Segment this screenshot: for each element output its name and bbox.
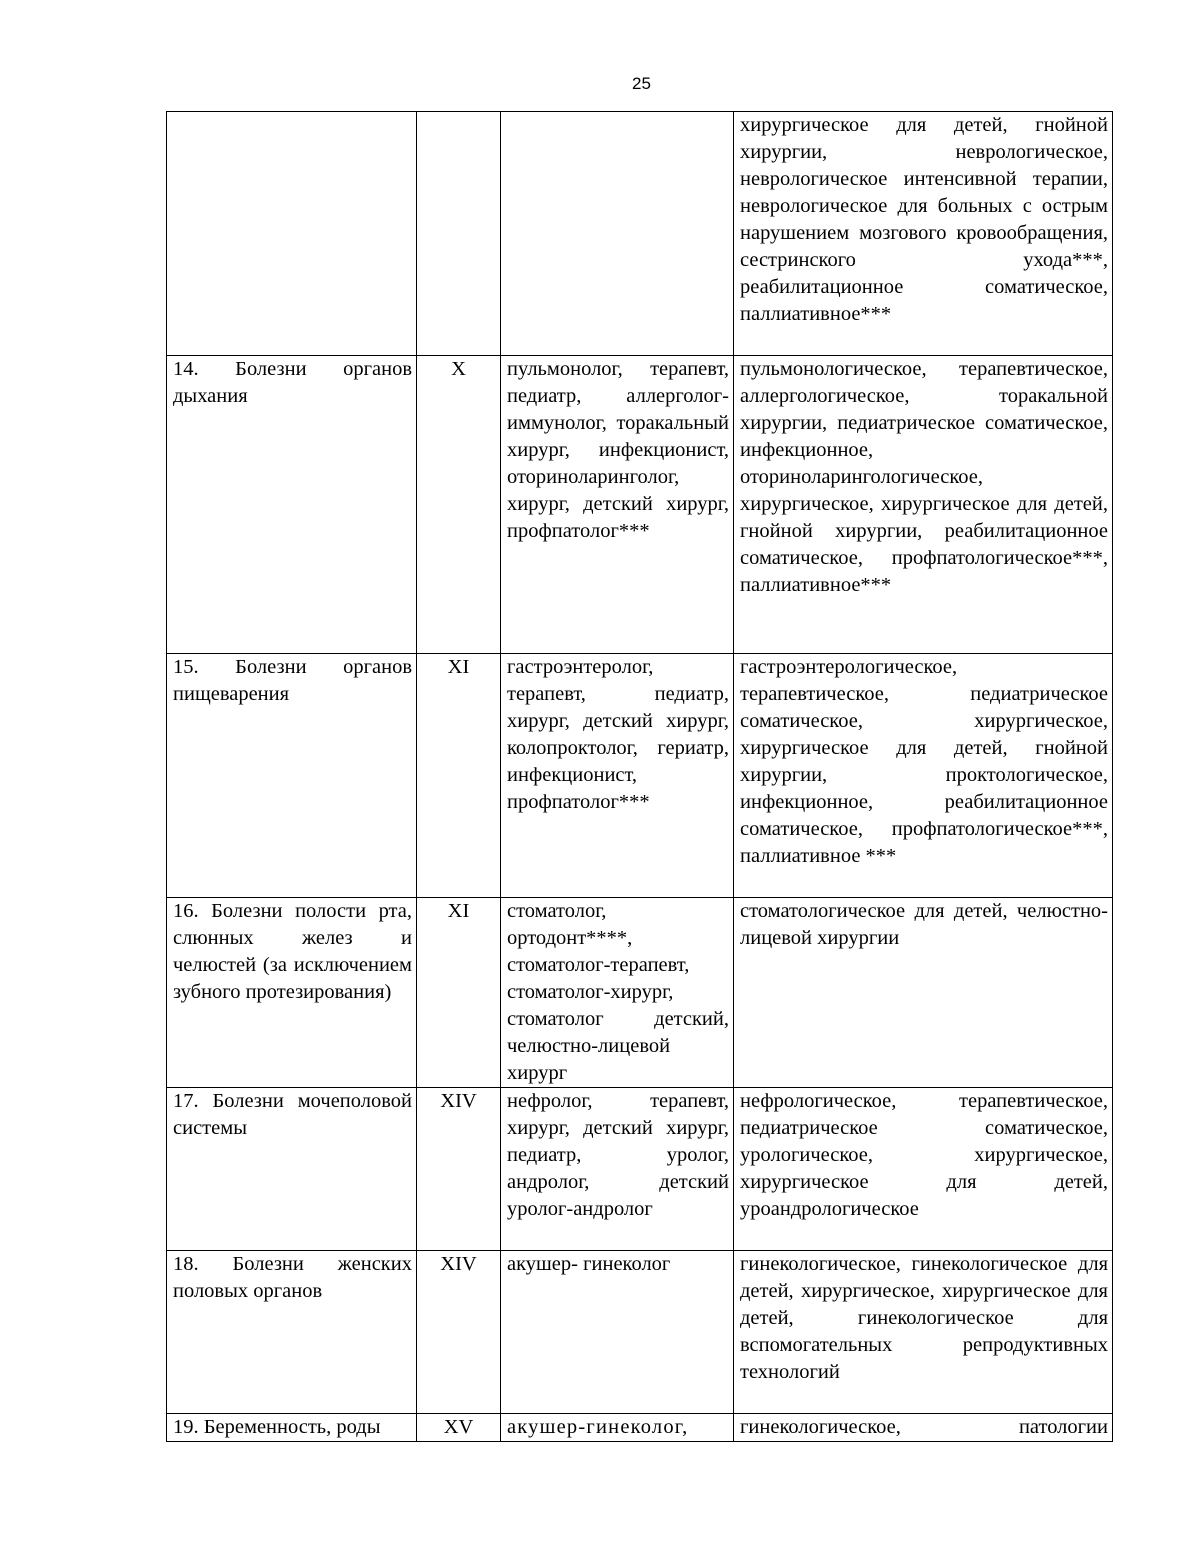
- class-code-cell: XIV: [417, 1088, 501, 1251]
- disease-cell: 19. Беременность, роды: [167, 1414, 417, 1442]
- table-row: [167, 1088, 1113, 1251]
- table-row: [167, 356, 1113, 654]
- disease-cell: 17. Болезни мочеполовой системы: [167, 1088, 417, 1251]
- profiles-cell: стоматологическое для детей, челюстно- лицевой хирургии: [734, 898, 1113, 1088]
- disease-cell: 14. Болезни органов дыхания: [167, 356, 417, 654]
- table-row: [167, 1414, 1113, 1442]
- disease-cell: 18. Болезни женских половых органов: [167, 1251, 417, 1414]
- profiles-cell: гинекологическое, гинекологическое для детей, хирургическое, хирургическое для детей, гинекологическое для вспомогательных репродуктивных технологий: [734, 1251, 1113, 1414]
- specialists-cell: [501, 112, 734, 356]
- specialists-cell: акушер- гинеколог: [501, 1251, 734, 1414]
- class-code-cell: [417, 112, 501, 356]
- specialists-cell: пульмонолог, терапевт, педиатр, аллерголог-иммунолог, торакальный хирург, инфекционист, оториноларинголог, хирург, детский хирург, профпатолог***: [501, 356, 734, 654]
- table-row: [167, 1251, 1113, 1414]
- table-row: [167, 654, 1113, 898]
- table-row: [167, 112, 1113, 356]
- profiles-cell: гастроэнтерологическое, терапевтическое, педиатрическое соматическое, хирургическое, хирургическое для детей, гнойной хирургии, проктологическое, инфекционное, реабилитационное соматическое, профпатологическое***, паллиативное ***: [734, 654, 1113, 898]
- disease-cell: 16. Болезни полости рта, слюнных желез и челюстей (за исключением зубного протезирования): [167, 898, 417, 1088]
- class-code-cell: XIV: [417, 1251, 501, 1414]
- disease-cell: 15. Болезни органов пищеварения: [167, 654, 417, 898]
- profiles-cell: нефрологическое, терапевтическое, педиатрическое соматическое, урологическое, хирургическое, хирургическое для детей, уроандрологическое: [734, 1088, 1113, 1251]
- table-row: [167, 898, 1113, 1088]
- page-number: 25: [632, 74, 651, 93]
- class-code-cell: XV: [417, 1414, 501, 1442]
- disease-profile-table: [166, 111, 1113, 1442]
- disease-cell: [167, 112, 417, 356]
- profiles-cell: хирургическое для детей, гнойной хирургии, неврологическое, неврологическое интенсивной терапии, неврологическое для больных с острым нарушением мозгового кровообращения, сестринского ухода***, реабилитационное соматическое, паллиативное***: [734, 112, 1113, 356]
- class-code-cell: XI: [417, 654, 501, 898]
- profiles-cell: гинекологическое, патологии: [734, 1414, 1113, 1442]
- class-code-cell: X: [417, 356, 501, 654]
- specialists-cell: гастроэнтеролог, терапевт, педиатр, хирург, детский хирург, колопроктолог, гериатр, инфекционист, профпатолог***: [501, 654, 734, 898]
- profiles-cell: пульмонологическое, терапевтическое, аллергологическое, торакальной хирургии, педиатрическое соматическое, инфекционное, оториноларингологическое, хирургическое, хирургическое для детей, гнойной хирургии, реабилитационное соматическое, профпатологическое***, паллиативное***: [734, 356, 1113, 654]
- specialists-cell: нефролог, терапевт, хирург, детский хирург, педиатр, уролог, андролог, детский уролог-андролог: [501, 1088, 734, 1251]
- specialists-cell: акушер-гинеколог,: [501, 1414, 734, 1442]
- class-code-cell: XI: [417, 898, 501, 1088]
- specialists-cell: стоматолог, ортодонт****, стоматолог-терапевт, стоматолог-хирург, стоматолог детский, челюстно-лицевой хирург: [501, 898, 734, 1088]
